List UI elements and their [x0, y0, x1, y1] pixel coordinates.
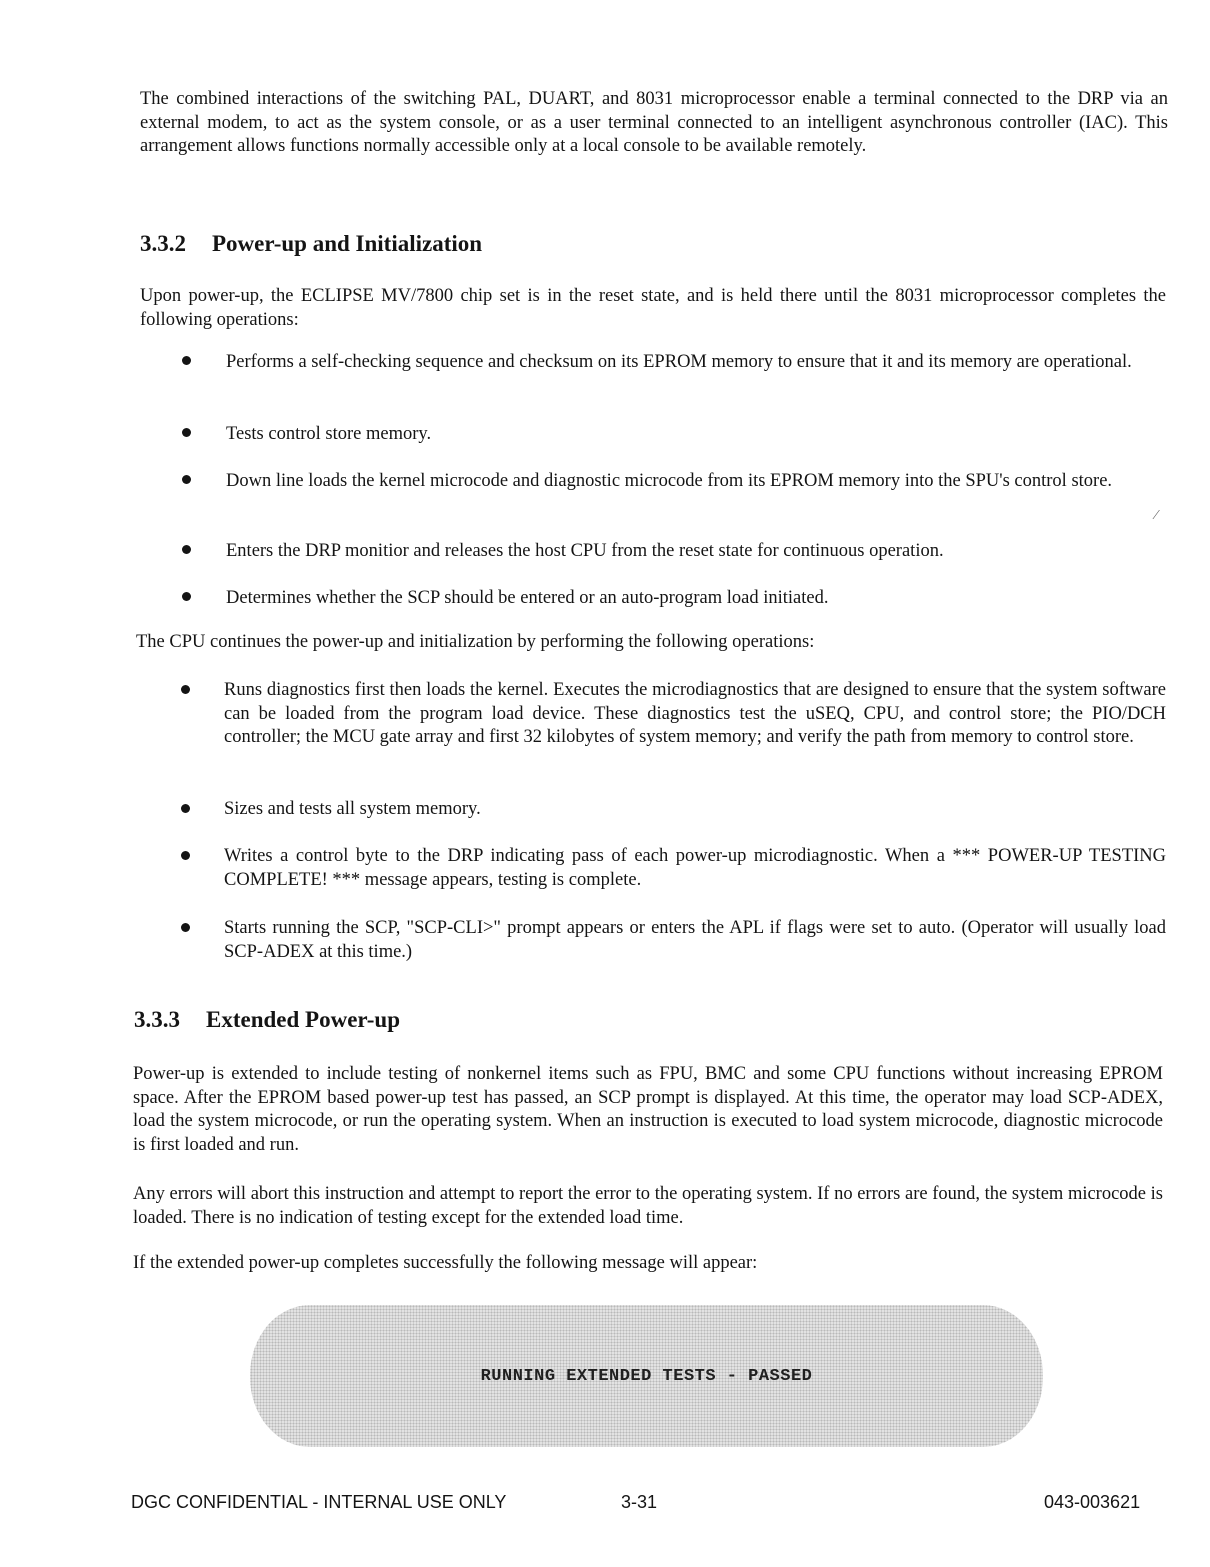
footer-confidential: DGC CONFIDENTIAL - INTERNAL USE ONLY: [131, 1492, 507, 1512]
list-item-text: Down line loads the kernel microcode and diagnostic microcode from its EPROM memory into the SPU's control store.: [226, 471, 1113, 491]
section-heading-3-3-3: [134, 1006, 400, 1034]
cpu-intro-paragraph: The CPU continues the power-up and initialization by performing the following operations:: [136, 632, 815, 652]
section-title: Extended Power-up: [206, 1007, 401, 1032]
bullet-icon: [181, 685, 190, 694]
section-333-paragraph-1: Power-up is extended to include testing of nonkernel items such as FPU, BMC and some CPU functions without increasing EPROM space. After the EPROM based power-up test has passed, an SCP prompt is displayed. At this time, the operator may load SCP-ADEX, load the system microcode, or run the operating system. When an instruction is executed to load system microcode, diagnostic microcode is first loaded and run.: [133, 1064, 1163, 1155]
bullet-icon: [182, 428, 191, 437]
section-heading-3-3-2: [140, 230, 482, 258]
list-item-text: Sizes and tests all system memory.: [224, 799, 481, 819]
bullet-icon: [182, 592, 191, 601]
footer-doc-number: 043-003621: [1044, 1492, 1141, 1512]
bullet-icon: [182, 475, 191, 484]
message-box: [250, 1305, 1043, 1447]
list-item-text: Runs diagnostics first then loads the kernel. Executes the microdiagnostics that are designed to ensure that the system software can be loaded from the program load device. These diagnostics test the uSEQ, CPU, and control store; the PIO/DCH controller; the MCU gate array and first 32 kilobytes of system memory; and verify the path from memory to control store.: [224, 680, 1166, 747]
scan-mark: ⁄: [1155, 508, 1158, 523]
list-item-text: Tests control store memory.: [226, 424, 432, 444]
bullet-icon: [181, 804, 190, 813]
passed-message: RUNNING EXTENDED TESTS - PASSED: [480, 1367, 813, 1386]
list-item-text: Enters the DRP monitior and releases the host CPU from the reset state for continuous operation.: [226, 541, 944, 561]
bullet-icon: [182, 356, 191, 365]
section-number: 3.3.2: [140, 231, 186, 256]
list-item-text: Determines whether the SCP should be entered or an auto-program load initiated.: [226, 588, 829, 608]
section-332-intro: Upon power-up, the ECLIPSE MV/7800 chip set is in the reset state, and is held there until the 8031 microprocessor completes the following operations:: [140, 286, 1166, 330]
list-item-text: Writes a control byte to the DRP indicating pass of each power-up microdiagnostic. When a *** POWER-UP TESTING COMPLETE! *** message appears, testing is complete.: [224, 846, 1166, 890]
intro-paragraph: The combined interactions of the switching PAL, DUART, and 8031 microprocessor enable a terminal connected to the DRP via an external modem, to act as the system console, or as a user terminal connected to an intelligent asynchronous controller (IAC). This arrangement allows functions normally accessible only at a local console to be available remotely.: [140, 89, 1168, 156]
section-333-paragraph-3: If the extended power-up completes successfully the following message will appear:: [133, 1253, 758, 1273]
section-title: Power-up and Initialization: [212, 231, 483, 256]
bullet-icon: [181, 851, 190, 860]
list-item-text: Performs a self-checking sequence and checksum on its EPROM memory to ensure that it and its memory are operational.: [226, 352, 1132, 372]
footer-page-number: 3-31: [621, 1492, 658, 1512]
section-333-paragraph-2: Any errors will abort this instruction and attempt to report the error to the operating system. If no errors are found, the system microcode is loaded. There is no indication of testing except for the extended load time.: [133, 1184, 1163, 1228]
section-number: 3.3.3: [134, 1007, 180, 1032]
bullet-icon: [182, 545, 191, 554]
bullet-icon: [181, 923, 190, 932]
list-item-text: Starts running the SCP, "SCP-CLI>" prompt appears or enters the APL if flags were set to auto. (Operator will usually load SCP-ADEX at this time.): [224, 918, 1166, 962]
